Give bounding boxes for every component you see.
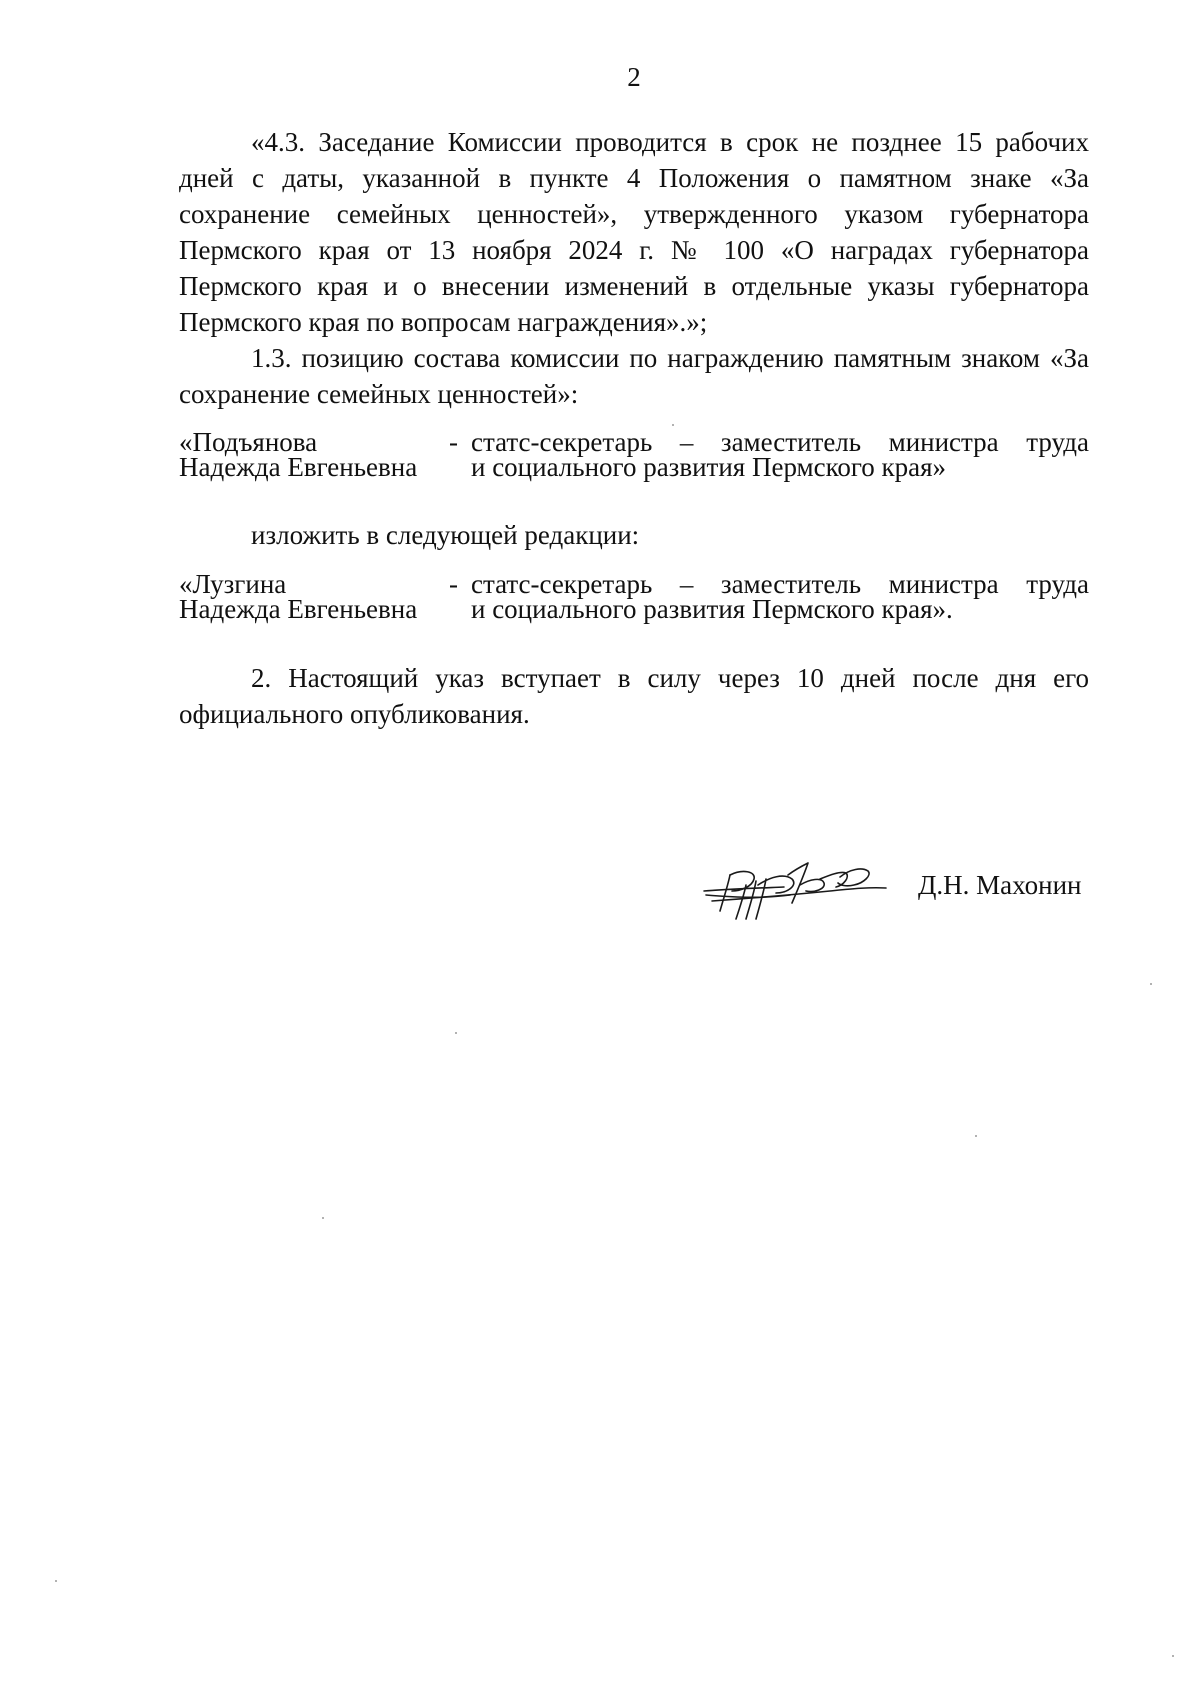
new-member-name	[179, 569, 449, 624]
clause-2-text: 2. Настоящий указ вступает в силу через 10 дней после дня его официального опубликования.	[179, 663, 1089, 729]
old-member-position	[471, 427, 1089, 482]
new-member-position	[471, 569, 1089, 624]
page-number: 2	[627, 62, 641, 92]
scan-speck	[55, 1580, 57, 1582]
old-member-position-line1: статс-секретарь – заместитель министра труда	[471, 427, 1089, 457]
paragraph-clause-4-3	[179, 124, 1089, 340]
scan-speck	[455, 1032, 457, 1034]
old-member-given-names: Надежда Евгеньевна	[179, 452, 418, 482]
scan-speck	[322, 1217, 324, 1219]
old-member-position-line2: и социального развития Пермского края»	[471, 452, 947, 482]
scan-speck	[1172, 1655, 1174, 1657]
clause-4-3-text: «4.3. Заседание Комиссии проводится в срок не позднее 15 рабочих дней с даты, указанной в пункте 4 Положения о памятном знаке «За сохранение семейных ценностей», утвержденного указом губернатора Пермского края от 13 ноября 2024 г. № 100 «О наградах губернатора Пермского края и о внесении изменений в отдельные указы губернатора Пермского края по вопросам награждения».»;	[179, 127, 1089, 337]
handwritten-signature	[700, 855, 890, 935]
new-member-surname: «Лузгина	[179, 569, 287, 599]
old-member-dash: -	[449, 427, 458, 457]
amendment-intro: изложить в следующей редакции:	[251, 520, 640, 550]
new-member-given-names: Надежда Евгеньевна	[179, 594, 418, 624]
old-member-surname: «Подъянова	[179, 427, 318, 457]
clause-1-3-text: 1.3. позицию состава комиссии по награждению памятным знаком «За сохранение семейных ценностей»:	[179, 343, 1089, 409]
new-member-entry	[179, 569, 1089, 624]
new-member-position-line1: статс-секретарь – заместитель министра труда	[471, 569, 1089, 599]
new-member-position-line2: и социального развития Пермского края».	[471, 594, 953, 624]
paragraph-clause-1-3	[179, 340, 1089, 412]
scan-speck	[1150, 983, 1152, 985]
scan-speck	[672, 424, 674, 426]
scan-speck	[975, 1135, 977, 1137]
paragraph-clause-2	[179, 660, 1089, 732]
new-member-dash: -	[449, 569, 458, 599]
old-member-name	[179, 427, 449, 482]
old-member-entry	[179, 427, 1089, 482]
signer-name: Д.Н. Махонин	[918, 870, 1082, 900]
